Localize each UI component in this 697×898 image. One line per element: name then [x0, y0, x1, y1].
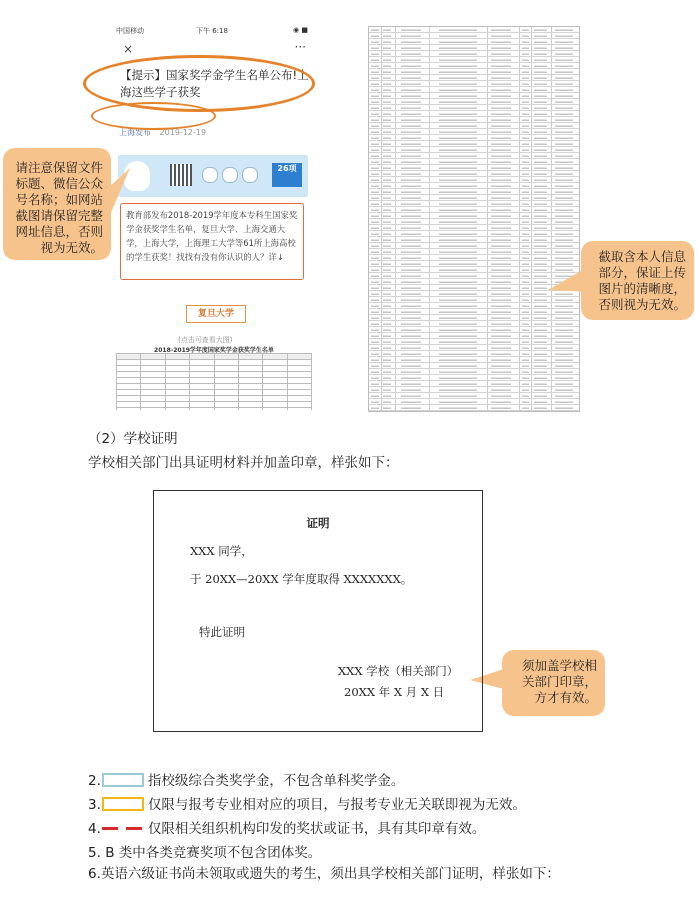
section-intro: 学校相关部门出具证明材料并加盖印章，样张如下： — [88, 455, 399, 471]
school-button[interactable]: 复旦大学 — [186, 305, 246, 323]
section-heading: （2）学校证明 — [88, 431, 178, 447]
callout-pointer-left — [106, 168, 130, 215]
callout-pointer-right — [548, 268, 590, 292]
close-icon[interactable]: × — [123, 42, 134, 56]
note-item: 2. 指校级综合类奖学金，不包含单科奖学金。 — [88, 773, 405, 789]
note-item: 4. 仅限相关组织机构印发的奖状或证书，具有其印章有效。 — [88, 821, 486, 837]
battery-icon: ◉ ■ — [293, 26, 308, 34]
callout-clarity: 截取含本人信息部分，保证上传图片的清晰度，否则视为无效。 — [581, 241, 694, 320]
yellow-box-marker — [102, 797, 144, 811]
note-item: 3. 仅限与报考专业相对应的项目，与报考专业无关联即视为无效。 — [88, 797, 526, 813]
teal-box-marker — [102, 773, 144, 787]
certificate-title: 证明 — [306, 516, 330, 530]
enlarge-hint: (点击可查看大图) — [178, 336, 233, 344]
note-item: 5. B 类中各类竞赛奖项不包含团体奖。 — [88, 845, 322, 861]
certificate-salutation: XXX 同学， — [190, 544, 253, 558]
certificate-issuer: XXX 学校（相关部门） — [338, 664, 459, 678]
certificate-closing: 特此证明 — [199, 625, 245, 639]
list-table-title: 2018-2019学年度国家奖学金获奖学生名单 — [154, 347, 274, 354]
source-name[interactable]: 上海发布 — [119, 128, 151, 137]
certificate-sample — [153, 490, 483, 732]
article-title: 【提示】国家奖学金学生名单公布!上海这些学子获奖 — [120, 68, 309, 99]
more-icon[interactable]: ··· — [294, 40, 306, 54]
status-time: 下午 6:18 — [196, 27, 228, 35]
callout-stamp: 须加盖学校相关部门印章，方才有效。 — [502, 650, 605, 716]
article-lead: 教育部发布2018-2019学年度本专科生国家奖学金获奖学生名单，复旦大学、上海交通大学，上海大学，上海理工大学等61所上海高校的学生获奖！找找有没有你认识的人？详↓ — [120, 203, 304, 280]
banner-count-badge: 26项 — [272, 163, 302, 187]
certificate-body: 于 20XX—20XX 学年度取得 XXXXXXX。 — [190, 572, 413, 586]
article-date: 2019-12-19 — [159, 128, 207, 137]
note-item: 6.英语六级证书尚未领取或遗失的考生，须出具学校相关部门证明，样张如下： — [88, 866, 560, 882]
callout-keep-title: 请注意保留文件标题、微信公众号名称；如网站截图请保留完整网址信息，否则视为无效。 — [3, 148, 111, 260]
carrier-label: 中国移动 — [116, 27, 144, 35]
red-dash-marker — [102, 821, 144, 835]
certificate-date: 20XX 年 X 月 X 日 — [344, 685, 445, 699]
